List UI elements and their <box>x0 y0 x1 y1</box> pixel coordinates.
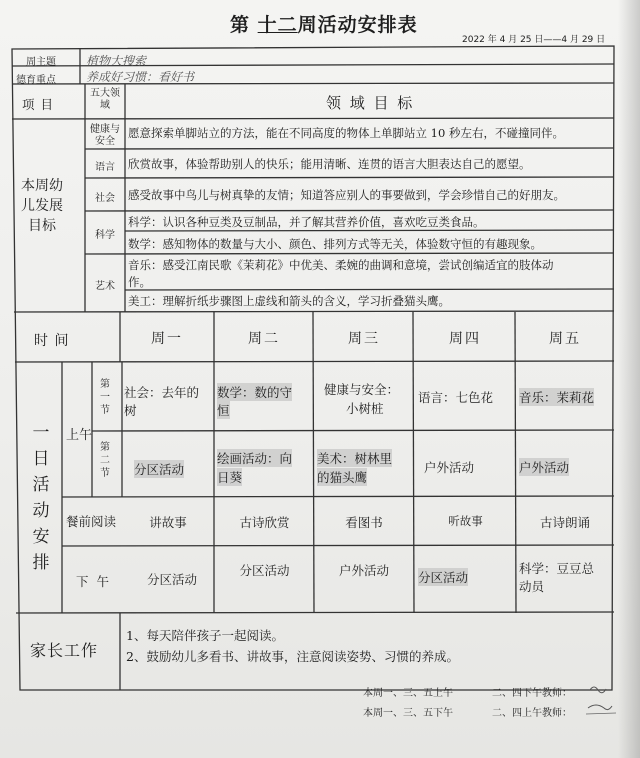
period1-label: 第一节 <box>100 379 110 416</box>
target-header: 领 域 目 标 <box>326 94 415 112</box>
footer-line2-a: 本周一、三、五下午 <box>363 708 453 719</box>
pm-tue-a: 分区活动 <box>239 563 290 578</box>
period2-label: 第二节 <box>100 442 110 479</box>
p2-wed-b: 的猫头鹰 <box>317 470 368 485</box>
p2-tue-a: 绘画活动：向 <box>217 451 293 466</box>
pm-fri-b: 动员 <box>519 579 545 594</box>
objective-art-1b: 作。 <box>128 275 151 289</box>
p1-mon-a: 社会：去年的 <box>124 385 200 400</box>
page-title: 第 十二周活动安排表 <box>230 14 418 36</box>
objective-science-1: 科学：认识各种豆类及豆制品，并了解其营养价值，喜欢吃豆类食品。 <box>128 215 485 229</box>
reading-mon: 讲故事 <box>149 515 187 530</box>
p2-wed-a: 美术：树林里 <box>317 451 393 466</box>
p1-wed-b: 小树桩 <box>346 401 384 416</box>
reading-thu: 听故事 <box>448 514 483 528</box>
p1-tue-a: 数学：数的守 <box>217 385 293 400</box>
domain-art: 艺术 <box>95 281 115 292</box>
p2-thu-a: 户外活动 <box>424 460 475 475</box>
p1-thu-a: 语言：七色花 <box>418 390 494 405</box>
objective-art-1a: 音乐：感受江南民歌《茉莉花》中优美、柔婉的曲调和意境，尝试创编适宜的肢体动 <box>128 258 554 272</box>
afternoon-label: 下 午 <box>76 574 111 589</box>
date-range: 2022 年 4 月 25 日——4 月 29 日 <box>462 35 606 45</box>
day-mon: 周一 <box>151 331 183 347</box>
moral-value: 养成好习惯：看好书 <box>86 70 195 84</box>
domain-header: 五大领域 <box>90 88 120 111</box>
time-header: 时 间 <box>34 333 70 349</box>
p1-wed-a: 健康与安全： <box>324 382 400 397</box>
objective-art-2: 美工：理解折纸步骤图上虚线和箭头的含义，学习折叠猫头鹰。 <box>128 294 450 308</box>
pm-fri-a: 科学：豆豆总 <box>519 561 595 576</box>
reading-wed: 看图书 <box>345 515 383 530</box>
domain-social: 社会 <box>95 193 115 204</box>
day-thu: 周四 <box>449 331 481 347</box>
theme-label: 周主题 <box>26 57 56 68</box>
footer-line1-b: 二、四下午教师： <box>492 688 572 699</box>
p1-fri-a: 音乐：茉莉花 <box>519 390 595 405</box>
footer-line1-a: 本周一、三、五上午 <box>363 688 453 699</box>
domain-health: 健康与安全 <box>90 124 120 147</box>
parents-item-1: 1、每天陪伴孩子一起阅读。 <box>126 628 284 643</box>
pm-mon-a: 分区活动 <box>146 572 197 587</box>
objectives-row-label: 本周幼儿发展目标 <box>21 178 63 234</box>
pm-wed-a: 户外活动 <box>338 563 389 578</box>
day-wed: 周三 <box>348 331 380 347</box>
parents-item-2: 2、鼓励幼儿多看书、讲故事，注意阅读姿势、习惯的养成。 <box>126 649 459 664</box>
moral-label: 德育重点 <box>16 75 56 86</box>
domain-science: 科学 <box>95 230 115 241</box>
objective-science-2: 数学：感知物体的数量与大小、颜色、排列方式等无关，体验数守恒的有趣现象。 <box>128 237 542 251</box>
day-tue: 周二 <box>248 331 280 347</box>
pm-thu-a: 分区活动 <box>418 570 469 585</box>
p1-tue-b: 恒 <box>217 403 230 418</box>
week-number: 十二 <box>257 14 298 36</box>
p1-mon-b: 树 <box>124 403 137 418</box>
p2-fri-a: 户外活动 <box>519 460 570 475</box>
teacher-signatures <box>582 680 622 720</box>
domain-language: 语言 <box>95 162 115 173</box>
objective-health: 愿意探索单脚站立的方法，能在不同高度的物体上单脚站立 10 秒左右，不碰撞同伴。 <box>128 126 564 140</box>
reading-tue: 古诗欣赏 <box>239 515 290 530</box>
footer-line2-b: 二、四上午教师： <box>492 708 572 719</box>
daily-schedule-label: 一日活动安排 <box>32 423 50 573</box>
reading-label: 餐前阅读 <box>66 514 117 529</box>
objective-social: 感受故事中鸟儿与树真挚的友情；知道答应别人的事要做到，学会珍惜自己的好朋友。 <box>128 188 565 202</box>
theme-value: 植物大搜索 <box>86 54 147 68</box>
p2-tue-b: 日葵 <box>217 470 243 485</box>
parents-label: 家长工作 <box>30 641 99 660</box>
p2-mon-a: 分区活动 <box>134 462 185 477</box>
reading-fri: 古诗朗诵 <box>539 515 590 530</box>
objective-language: 欣赏故事，体验帮助别人的快乐；能用清晰、连贯的语言大胆表达自己的愿望。 <box>128 157 531 171</box>
day-fri: 周五 <box>549 331 581 347</box>
morning-label: 上午 <box>66 428 93 443</box>
item-header: 项 目 <box>22 97 54 112</box>
